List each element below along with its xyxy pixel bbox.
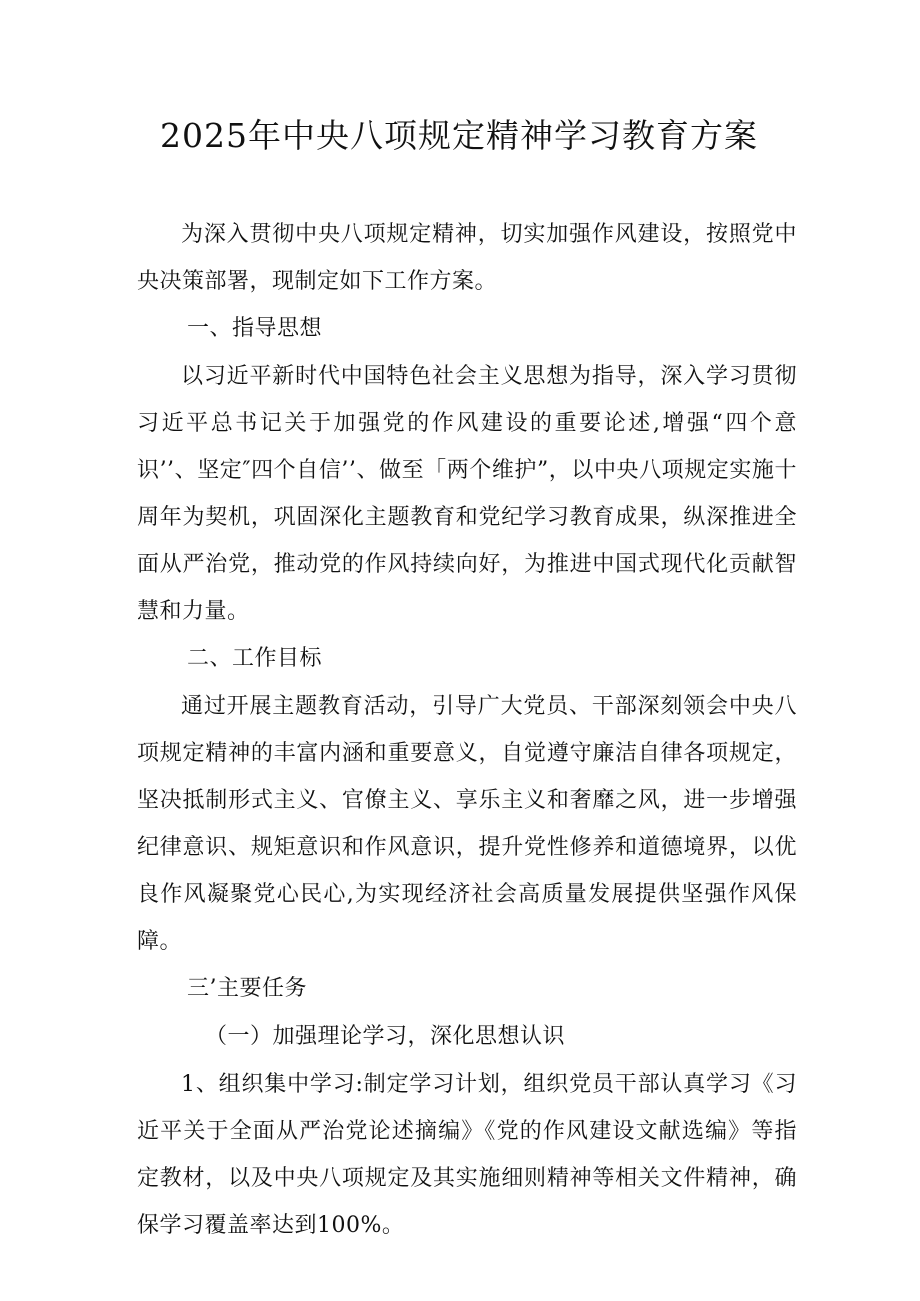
work-goals-paragraph: 通过开展主题教育活动，引导广大党员、干部深刻领会中央八项规定精神的丰富内涵和重要意义，自觉遵守廉洁自律各项规定，坚决抵制形式主义、官僚主义、享乐主义和奢靡之风，进一步增强纪律意识、规矩意识和作风意识，提升党性修养和道德境界，以优良作风凝聚党心民心,为实现经济社会高质量发展提供坚强作风保障。 bbox=[137, 694, 797, 954]
section-heading-main-tasks: 三’主要任务 bbox=[187, 976, 307, 1001]
subsection-heading-theory-study: （一）加强理论学习，深化思想认识 bbox=[205, 1024, 566, 1049]
guiding-thought-paragraph: 以习近平新时代中国特色社会主义思想为指导，深入学习贯彻习近平总书记关于加强党的作风建设的重要论述,增强“四个意识’’、坚定″四个自信’’、做至「两个维护”，以中央八项规定实施十周年为契机，巩固深化主题教育和党纪学习教育成果，纵深推进全面从严治党，推动党的作风持续向好，为推进中国式现代化贡献智慧和力量。 bbox=[137, 364, 797, 624]
intro-paragraph: 为深入贯彻中央八项规定精神，切实加强作风建设，按照党中央决策部署，现制定如下工作方案。 bbox=[137, 222, 797, 294]
document-body bbox=[137, 211, 797, 1249]
section-heading-work-goals: 二、工作目标 bbox=[187, 646, 323, 671]
document-title: 2025年中央八项规定精神学习教育方案 bbox=[160, 116, 758, 155]
task-item-1-paragraph: 1、组织集中学习:制定学习计划，组织党员干部认真学习《习近平关于全面从严治党论述摘编》《党的作风建设文献选编》等指定教材，以及中央八项规定及其实施细则精神等相关文件精神，确保学习覆盖率达到100%。 bbox=[137, 1072, 797, 1238]
section-heading-guiding-thought: 一、指导思想 bbox=[187, 316, 323, 341]
